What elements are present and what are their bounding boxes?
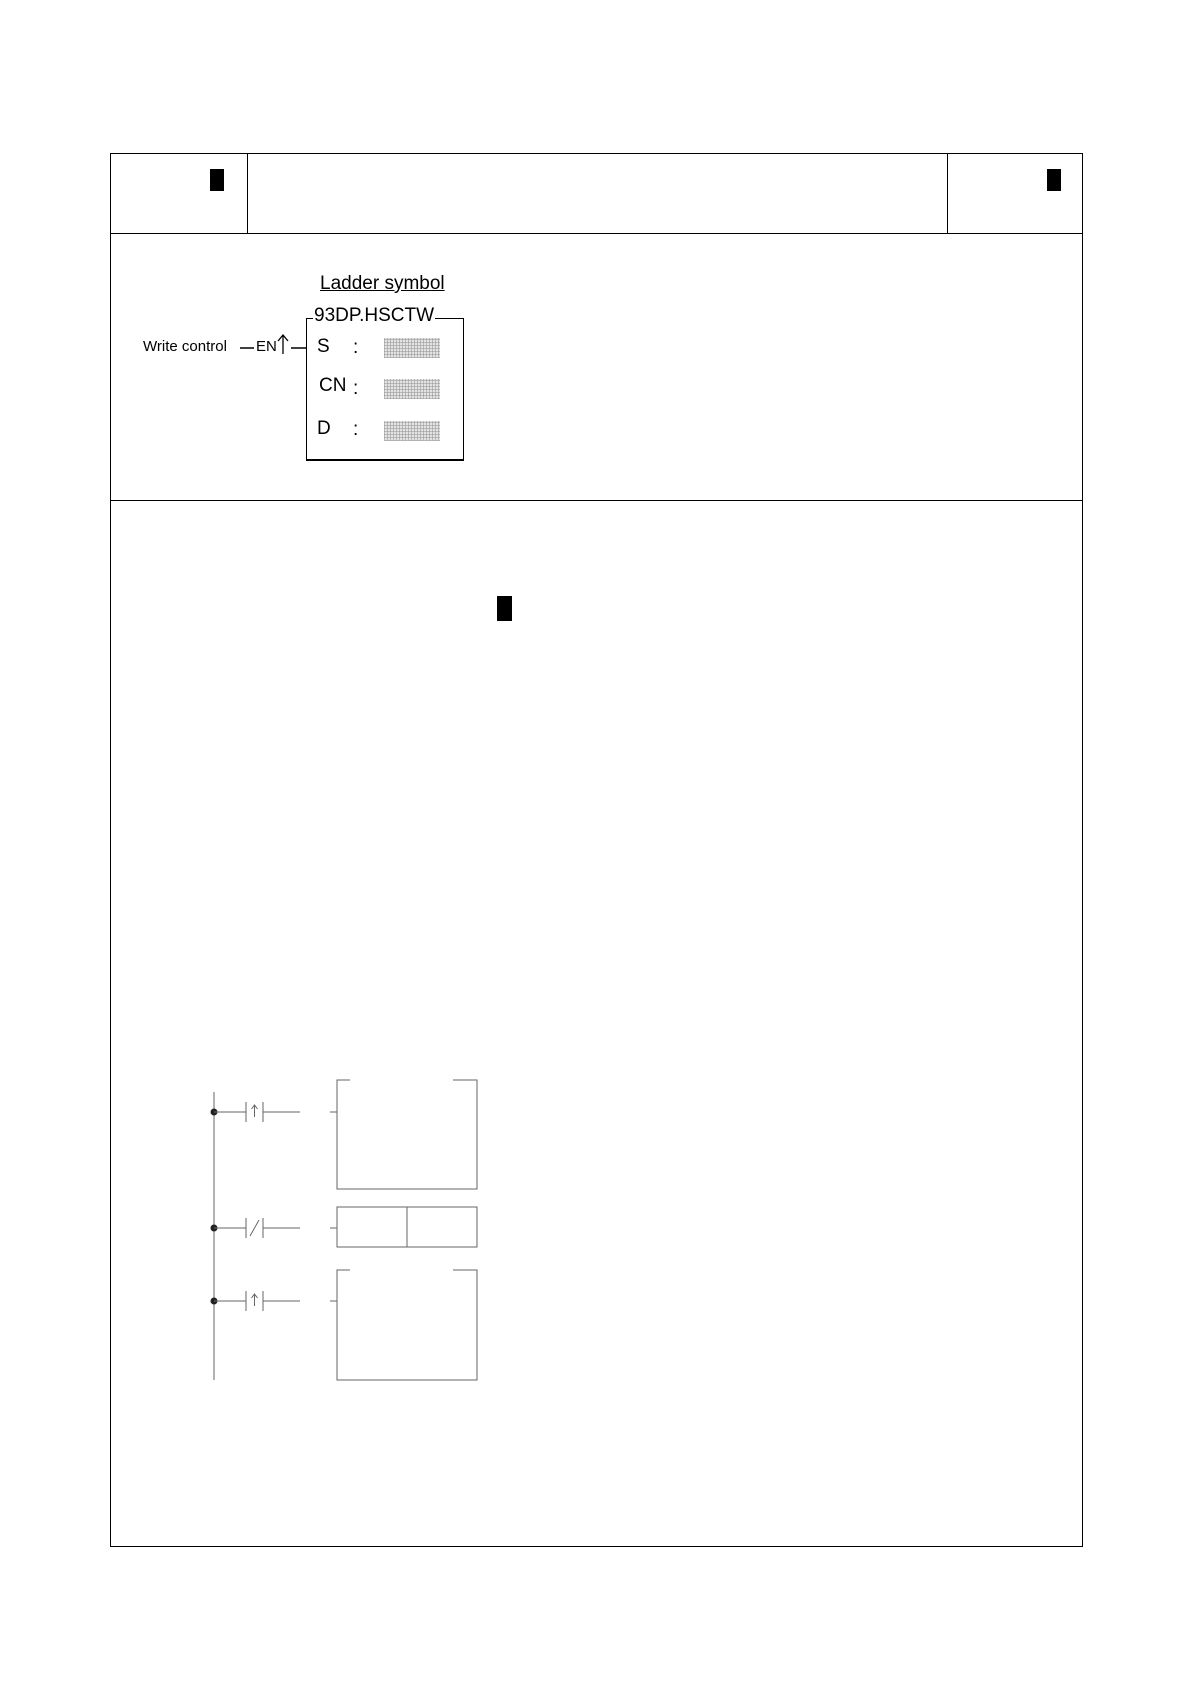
enable-label: EN <box>256 338 277 355</box>
ladder-symbol-heading: Ladder symbol <box>320 273 445 294</box>
function-block-name: 93DP.HSCTW <box>314 305 435 326</box>
pin-d-colon: : <box>353 419 359 440</box>
rung3-function-box <box>337 1270 477 1380</box>
rung1-function-box <box>337 1080 477 1189</box>
pin-d-label: D <box>317 418 331 439</box>
pin-s-colon: : <box>353 337 359 358</box>
write-control-label: Write control <box>143 338 227 355</box>
pin-s-label: S <box>317 336 330 357</box>
pin-cn-colon: : <box>353 378 359 399</box>
rung2-negation-slash <box>250 1220 259 1236</box>
pin-cn-label: CN <box>319 375 347 396</box>
ladder-example-diagram <box>211 1080 477 1380</box>
